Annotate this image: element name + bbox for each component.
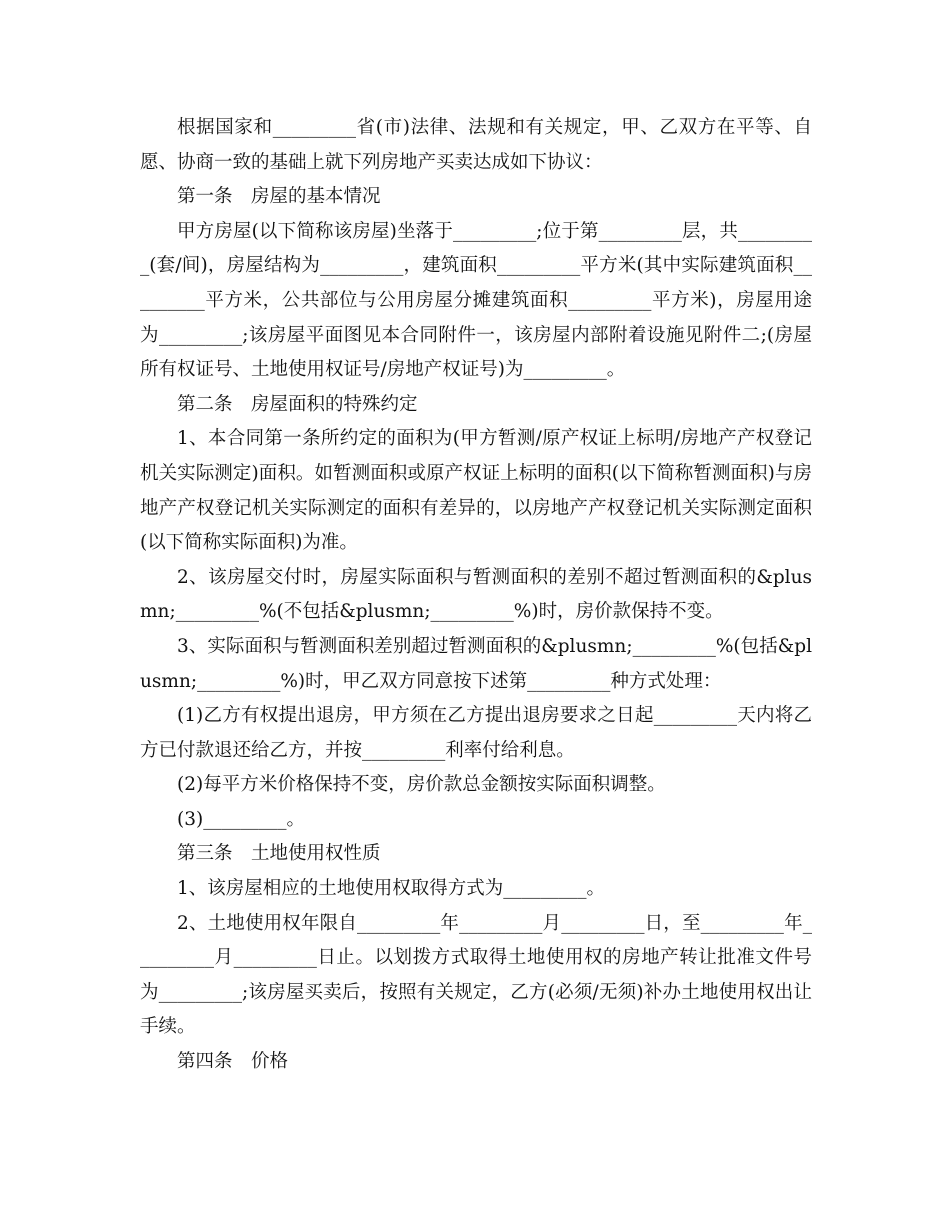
article-1-paragraph: 甲方房屋(以下简称该房屋)坐落于_________;位于第_________层，共_________(套/间)，房屋结构为_________，建筑面积_________平方米(其中实际建筑面积_________平方米，公共部位与公用房屋分摊建筑面积_________平方米)，房屋用途为_________;该房屋平面图见本合同附件一，该房屋内部附着设施见附件二;(房屋所有权证号、土地使用权证号/房地产权证号)为_________。 (140, 220, 812, 381)
article-3-clause-2: 2、土地使用权年限自_________年_________月_________日，至_________年_________月_________日止。以划拨方式取得土地使用权的房地产转让批准文件号为_________;该房屋买卖后，按照有关规定，乙方(必须/无须)补办土地使用权出让手续。 (140, 912, 812, 1038)
article-3-heading: 第三条 土地使用权性质 (177, 843, 381, 865)
article-3-clause-1: 1、该房屋相应的土地使用权取得方式为_________。 (177, 878, 606, 900)
contract-page (140, 111, 812, 1080)
article-2-clause-3: 3、实际面积与暂测面积差别超过暂测面积的&plusmn;_________%(包括&plusmn;_________%)时，甲乙双方同意按下述第_________种方式处理： (140, 635, 812, 692)
article-2-clause-1: 1、本合同第一条所约定的面积为(甲方暂测/原产权证上标明/房地产产权登记机关实际测定)面积。如暂测面积或原产权证上标明的面积(以下简称暂测面积)与房地产产权登记机关实际测定的面积有差异的，以房地产产权登记机关实际测定面积(以下简称实际面积)为准。 (140, 428, 812, 554)
article-4-heading: 第四条 价格 (177, 1051, 289, 1073)
article-2-option-2: (2)每平方米价格保持不变，房价款总金额按实际面积调整。 (177, 774, 666, 796)
preamble-paragraph: 根据国家和_________省(市)法律、法规和有关规定，甲、乙双方在平等、自愿、协商一致的基础上就下列房地产买卖达成如下协议： (140, 117, 812, 173)
article-2-heading: 第二条 房屋面积的特殊约定 (177, 393, 418, 415)
article-2-clause-2: 2、该房屋交付时，房屋实际面积与暂测面积的差别不超过暂测面积的&plusmn;_________%(不包括&plusmn;_________%)时，房价款保持不变。 (140, 566, 812, 623)
article-2-option-3: (3)_________。 (177, 808, 305, 830)
article-2-option-1: (1)乙方有权提出退房，甲方须在乙方提出退房要求之日起_________天内将乙方已付款退还给乙方，并按_________利率付给利息。 (140, 705, 812, 761)
article-1-heading: 第一条 房屋的基本情况 (177, 186, 381, 208)
